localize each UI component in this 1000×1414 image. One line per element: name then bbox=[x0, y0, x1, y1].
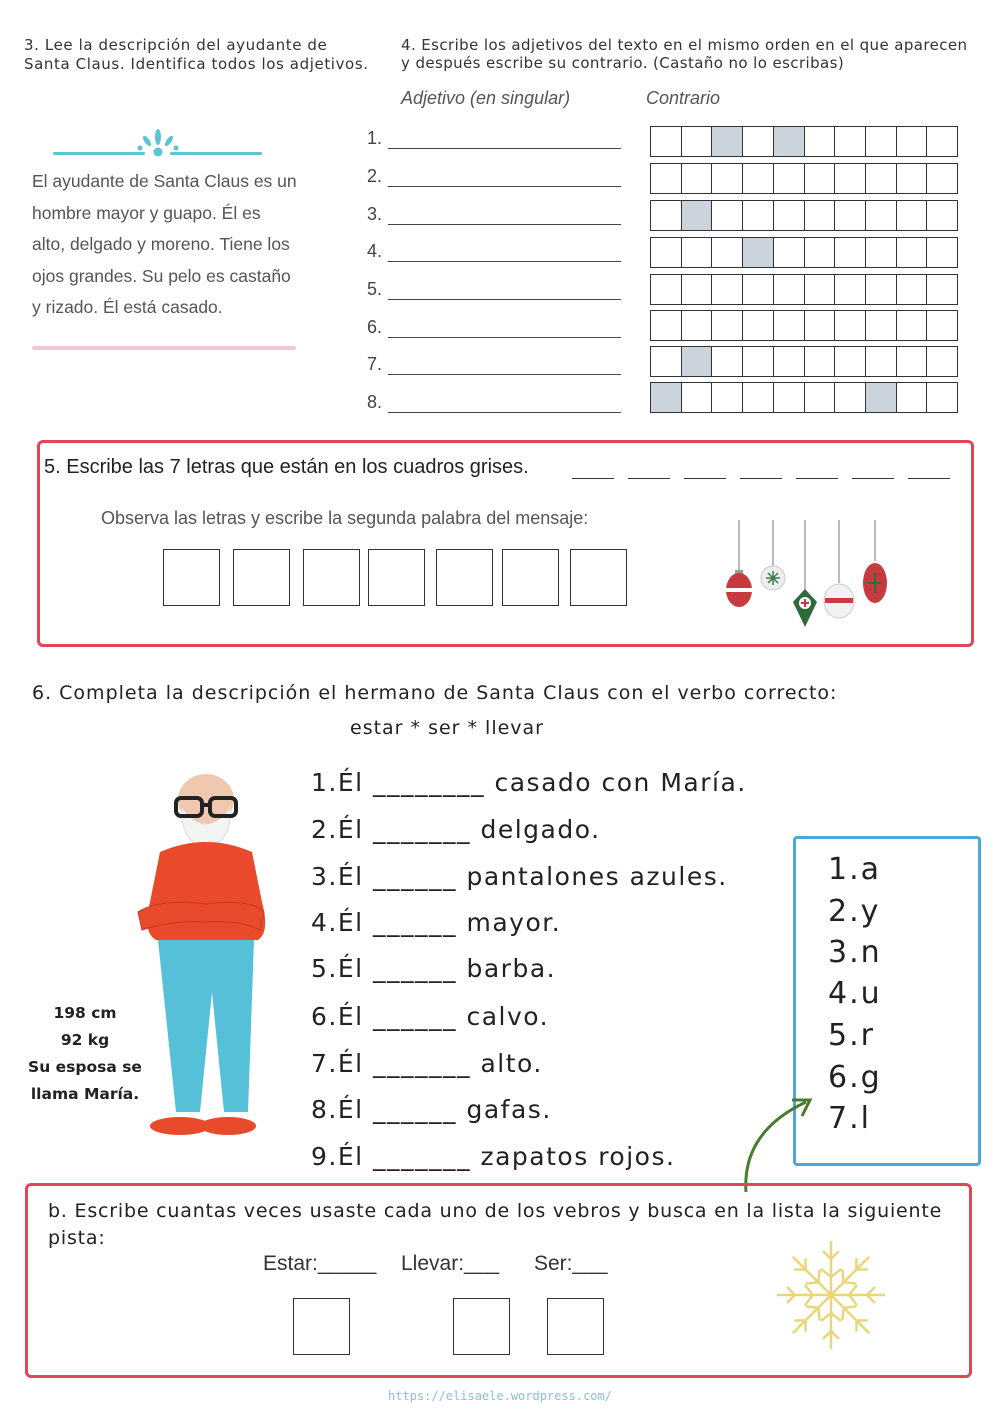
message-letter-box[interactable] bbox=[570, 549, 627, 606]
sentence-2: 2.Él _______ delgado. bbox=[311, 815, 601, 844]
letter-cell[interactable] bbox=[897, 383, 928, 412]
letter-cell[interactable] bbox=[712, 383, 743, 412]
gray-letter-blank[interactable] bbox=[572, 478, 614, 479]
letter-cell[interactable] bbox=[835, 347, 866, 376]
footer-url[interactable]: https://elisaele.wordpress.com/ bbox=[388, 1389, 612, 1403]
gray-letter-cell[interactable] bbox=[866, 383, 897, 412]
adjective-answer-line[interactable] bbox=[388, 261, 621, 262]
letter-cell[interactable] bbox=[651, 311, 682, 340]
letter-cell[interactable] bbox=[651, 238, 682, 267]
sprout-ornament-icon bbox=[136, 124, 180, 160]
letter-cell[interactable] bbox=[866, 275, 897, 304]
letter-cell[interactable] bbox=[743, 275, 774, 304]
letter-cell[interactable] bbox=[682, 383, 713, 412]
letter-cell[interactable] bbox=[835, 383, 866, 412]
row-number: 7. bbox=[367, 354, 383, 374]
adjective-answer-line[interactable] bbox=[388, 412, 621, 413]
letter-cell[interactable] bbox=[774, 275, 805, 304]
letter-cell[interactable] bbox=[805, 275, 836, 304]
gray-letter-cell[interactable] bbox=[774, 127, 805, 156]
letter-cell[interactable] bbox=[927, 238, 957, 267]
opposite-column-header: Contrario bbox=[646, 88, 721, 108]
letter-cell[interactable] bbox=[866, 238, 897, 267]
letter-cell[interactable] bbox=[682, 311, 713, 340]
letter-cell[interactable] bbox=[866, 347, 897, 376]
letter-cell[interactable] bbox=[805, 311, 836, 340]
row-number: 6. bbox=[367, 317, 383, 337]
decor-line-right bbox=[170, 152, 262, 155]
letter-cell[interactable] bbox=[743, 347, 774, 376]
letter-cell[interactable] bbox=[866, 164, 897, 193]
letter-cell[interactable] bbox=[712, 311, 743, 340]
opposite-letter-grid[interactable] bbox=[650, 346, 958, 377]
section-b-title: b. Escribe cuantas veces usaste cada uno de los vebros y busca en la lista la siguiente pista: bbox=[48, 1200, 943, 1249]
sentence-5: 5.Él ______ barba. bbox=[311, 954, 557, 983]
message-letter-box[interactable] bbox=[502, 549, 559, 606]
adjective-answer-line[interactable] bbox=[388, 224, 621, 225]
letter-cell[interactable] bbox=[774, 311, 805, 340]
gray-letter-blank[interactable] bbox=[852, 478, 894, 479]
letter-cell[interactable] bbox=[774, 347, 805, 376]
section6-title: 6. Completa la descripción el hermano de Santa Claus con el verbo correcto: bbox=[32, 682, 838, 704]
letter-cell[interactable] bbox=[835, 164, 866, 193]
adjective-column-header: Adjetivo (en singular) bbox=[401, 88, 571, 108]
snowflake-icon bbox=[772, 1236, 890, 1354]
sentence-6: 6.Él ______ calvo. bbox=[311, 1002, 550, 1031]
clue-letter: 4.u bbox=[828, 976, 882, 1011]
row-number: 2. bbox=[367, 166, 383, 186]
letter-cell[interactable] bbox=[651, 127, 682, 156]
verb-options: estar * ser * llevar bbox=[350, 717, 544, 739]
letter-cell[interactable] bbox=[805, 383, 836, 412]
letter-cell[interactable] bbox=[651, 275, 682, 304]
letter-cell[interactable] bbox=[774, 238, 805, 267]
adjective-answer-line[interactable] bbox=[388, 148, 621, 149]
letter-cell[interactable] bbox=[927, 383, 957, 412]
clue-letter: 3.n bbox=[828, 935, 882, 970]
letter-cell[interactable] bbox=[805, 347, 836, 376]
green-arrow-icon bbox=[736, 1092, 816, 1196]
estar-count-label: Estar:_____ bbox=[263, 1252, 377, 1275]
letter-cell[interactable] bbox=[927, 311, 957, 340]
letter-cell[interactable] bbox=[774, 164, 805, 193]
letter-cell[interactable] bbox=[774, 383, 805, 412]
section4-title: 4. Escribe los adjetivos del texto en el mismo orden en el que aparecen y después escribe su contrario. (Castaño no lo escribas) bbox=[401, 36, 968, 72]
adjective-answer-line[interactable] bbox=[388, 374, 621, 375]
letter-cell[interactable] bbox=[897, 275, 928, 304]
letter-cell[interactable] bbox=[927, 275, 957, 304]
letter-cell[interactable] bbox=[682, 127, 713, 156]
spouse-stat: llama María. bbox=[30, 1085, 140, 1103]
answer-box[interactable] bbox=[293, 1298, 350, 1355]
adjective-answer-line[interactable] bbox=[388, 337, 621, 338]
row-number: 8. bbox=[367, 392, 383, 412]
opposite-letter-grid[interactable] bbox=[650, 382, 958, 413]
letter-cell[interactable] bbox=[866, 201, 897, 230]
letter-cell[interactable] bbox=[835, 238, 866, 267]
gray-letter-cell[interactable] bbox=[743, 238, 774, 267]
letter-cell[interactable] bbox=[835, 311, 866, 340]
letter-cell[interactable] bbox=[897, 127, 928, 156]
letter-cell[interactable] bbox=[805, 164, 836, 193]
letter-cell[interactable] bbox=[712, 201, 743, 230]
description-line: ojos grandes. Su pelo es castaño bbox=[32, 265, 291, 286]
adjective-answer-line[interactable] bbox=[388, 299, 621, 300]
opposite-letter-grid[interactable] bbox=[650, 126, 958, 157]
message-letter-box[interactable] bbox=[436, 549, 493, 606]
letter-cell[interactable] bbox=[897, 164, 928, 193]
letter-cell[interactable] bbox=[682, 275, 713, 304]
message-letter-box[interactable] bbox=[233, 549, 290, 606]
letter-cell[interactable] bbox=[743, 201, 774, 230]
letter-cell[interactable] bbox=[927, 164, 957, 193]
letter-cell[interactable] bbox=[651, 201, 682, 230]
clue-letter: 1.a bbox=[828, 852, 882, 887]
letter-cell[interactable] bbox=[651, 164, 682, 193]
opposite-letter-grid[interactable] bbox=[650, 163, 958, 194]
sentence-7: 7.Él _______ alto. bbox=[311, 1049, 543, 1078]
letter-cell[interactable] bbox=[897, 238, 928, 267]
sentence-3: 3.Él ______ pantalones azules. bbox=[311, 862, 728, 891]
gray-letter-cell[interactable] bbox=[651, 383, 682, 412]
letter-cell[interactable] bbox=[927, 201, 957, 230]
llevar-count-label: Llevar:___ bbox=[401, 1252, 500, 1275]
gray-letter-blank[interactable] bbox=[628, 478, 670, 479]
letter-cell[interactable] bbox=[743, 311, 774, 340]
decor-brush-line bbox=[32, 346, 296, 350]
message-letter-box[interactable] bbox=[163, 549, 220, 606]
opposite-letter-grid[interactable] bbox=[650, 310, 958, 341]
letter-cell[interactable] bbox=[897, 201, 928, 230]
sentence-1: 1.Él ________ casado con María. bbox=[311, 768, 747, 797]
gray-letter-blank[interactable] bbox=[908, 478, 950, 479]
letter-cell[interactable] bbox=[805, 201, 836, 230]
opposite-letter-grid[interactable] bbox=[650, 200, 958, 231]
opposite-letter-grid[interactable] bbox=[650, 237, 958, 268]
letter-cell[interactable] bbox=[712, 238, 743, 267]
description-line: alto, delgado y moreno. Tiene los bbox=[32, 234, 290, 254]
letter-cell[interactable] bbox=[866, 127, 897, 156]
letter-cell[interactable] bbox=[805, 127, 836, 156]
gray-letter-blank[interactable] bbox=[684, 478, 726, 479]
christmas-ornaments-icon bbox=[718, 515, 898, 640]
description-line: y rizado. Él está casado. bbox=[32, 297, 223, 317]
row-number: 4. bbox=[367, 241, 383, 261]
row-number: 1. bbox=[367, 128, 383, 148]
opposite-letter-grid[interactable] bbox=[650, 274, 958, 305]
spouse-stat: Su esposa se bbox=[28, 1058, 142, 1076]
letter-cell[interactable] bbox=[805, 238, 836, 267]
row-number: 3. bbox=[367, 204, 383, 224]
answer-box[interactable] bbox=[453, 1298, 510, 1355]
sentence-9: 9.Él _______ zapatos rojos. bbox=[311, 1142, 676, 1171]
letter-cell[interactable] bbox=[897, 347, 928, 376]
message-letter-box[interactable] bbox=[303, 549, 360, 606]
gray-letter-cell[interactable] bbox=[682, 201, 713, 230]
letter-cell[interactable] bbox=[682, 238, 713, 267]
letter-cell[interactable] bbox=[712, 275, 743, 304]
weight-stat: 92 kg bbox=[60, 1031, 110, 1049]
letter-cell[interactable] bbox=[866, 311, 897, 340]
clue-letter: 6.g bbox=[828, 1060, 882, 1095]
character-stats bbox=[20, 1000, 150, 1108]
section3-title: 3. Lee la descripción del ayudante de Santa Claus. Identifica todos los adjetivos. bbox=[24, 36, 369, 73]
letter-cell[interactable] bbox=[835, 127, 866, 156]
letter-cell[interactable] bbox=[927, 127, 957, 156]
letter-cell[interactable] bbox=[743, 127, 774, 156]
sentence-8: 8.Él ______ gafas. bbox=[311, 1095, 552, 1124]
section5-title: 5. Escribe las 7 letras que están en los cuadros grises. bbox=[44, 456, 529, 478]
clue-letter: 7.l bbox=[828, 1101, 871, 1136]
letter-cell[interactable] bbox=[712, 347, 743, 376]
description-line: El ayudante de Santa Claus es un bbox=[32, 171, 297, 191]
answer-box[interactable] bbox=[547, 1298, 604, 1355]
letter-cell[interactable] bbox=[835, 275, 866, 304]
letter-cell[interactable] bbox=[743, 383, 774, 412]
gray-letter-cell[interactable] bbox=[682, 347, 713, 376]
gray-letter-blank[interactable] bbox=[740, 478, 782, 479]
letter-cell[interactable] bbox=[774, 201, 805, 230]
adjective-answer-line[interactable] bbox=[388, 186, 621, 187]
description-line: hombre mayor y guapo. Él es bbox=[32, 202, 261, 223]
section5-subtitle: Observa las letras y escribe la segunda palabra del mensaje: bbox=[101, 508, 589, 528]
letter-cell[interactable] bbox=[743, 164, 774, 193]
clue-letters-box bbox=[793, 836, 981, 1166]
letter-cell[interactable] bbox=[897, 311, 928, 340]
letter-cell[interactable] bbox=[835, 201, 866, 230]
ser-count-label: Ser:___ bbox=[534, 1252, 608, 1275]
decor-line-left bbox=[53, 152, 145, 155]
helper-description bbox=[32, 166, 317, 324]
gray-letter-cell[interactable] bbox=[712, 127, 743, 156]
letter-cell[interactable] bbox=[927, 347, 957, 376]
gray-letter-blank[interactable] bbox=[796, 478, 838, 479]
message-letter-box[interactable] bbox=[368, 549, 425, 606]
letter-cell[interactable] bbox=[651, 347, 682, 376]
letter-cell[interactable] bbox=[712, 164, 743, 193]
sentence-4: 4.Él ______ mayor. bbox=[311, 908, 562, 937]
letter-cell[interactable] bbox=[682, 164, 713, 193]
row-number: 5. bbox=[367, 279, 383, 299]
clue-letter: 5.r bbox=[828, 1018, 875, 1053]
height-stat: 198 cm bbox=[53, 1004, 117, 1022]
clue-letter: 2.y bbox=[828, 894, 881, 929]
